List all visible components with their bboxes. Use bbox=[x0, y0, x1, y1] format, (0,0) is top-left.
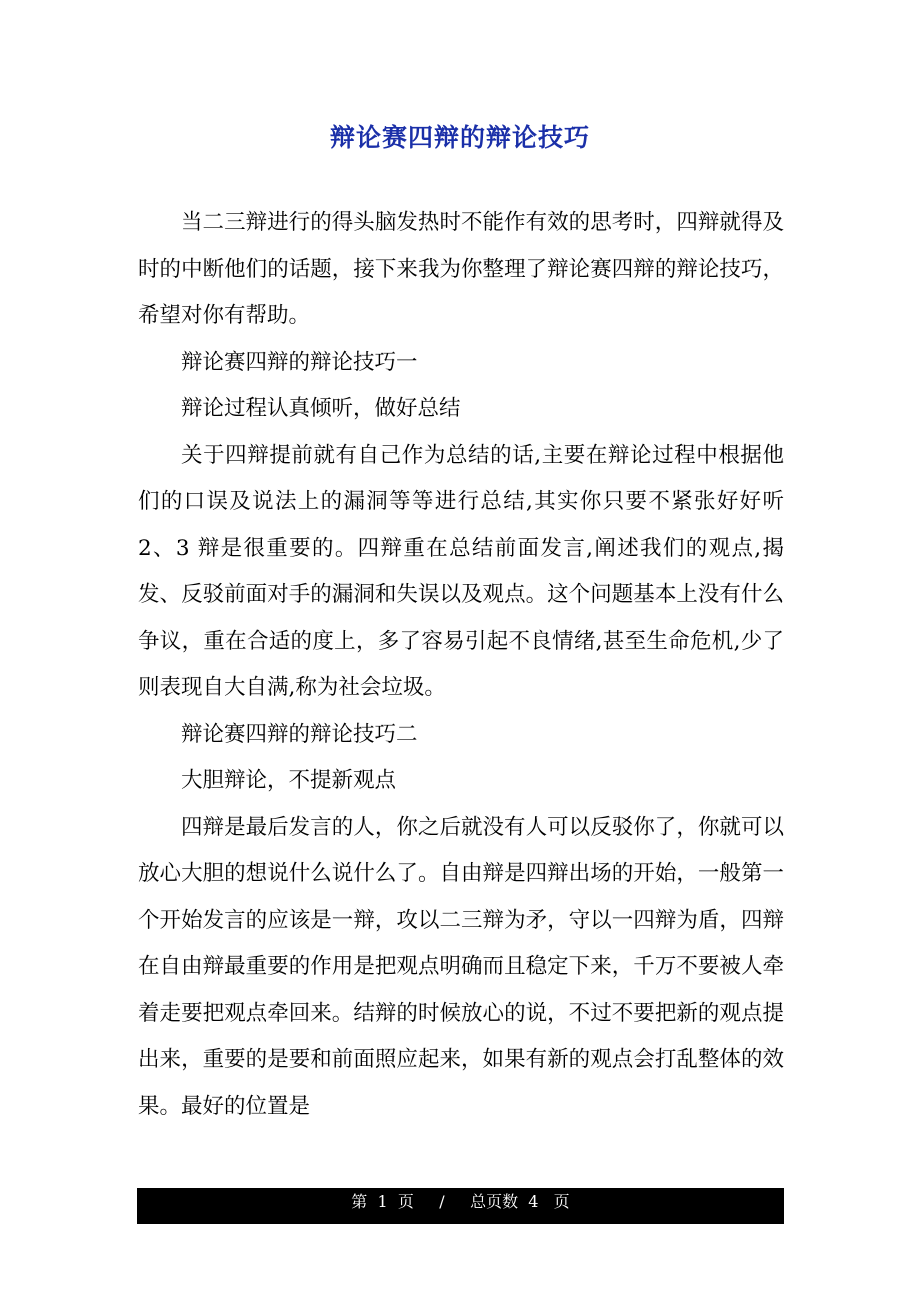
document-title: 辩论赛四辩的辩论技巧 bbox=[329, 123, 590, 152]
document-body bbox=[138, 200, 784, 1130]
section-heading-2: 辩论赛四辩的辩论技巧二 bbox=[181, 721, 418, 747]
page-footer: 第 1 页 / 总页数 4 页 bbox=[137, 1188, 784, 1224]
subheading-1: 辩论过程认真倾听，做好总结 bbox=[181, 396, 461, 421]
subheading-2: 大胆辩论，不提新观点 bbox=[181, 768, 397, 793]
intro-paragraph: 当二三辩进行的得头脑发热时不能作有效的思考时，四辩就得及时的中断他们的话题，接下来我为你整理了辩论赛四辩的辩论技巧，希望对你有帮助。 bbox=[138, 210, 784, 328]
body-paragraph-2: 四辩是最后发言的人，你之后就没有人可以反驳你了，你就可以放心大胆的想说什么说什么了。自由辩是四辩出场的开始，一般第一个开始发言的应该是一辩，攻以二三辩为矛，守以一四辩为盾，四辩在自由辩最重要的作用是把观点明确而且稳定下来，千万不要被人牵着走要把观点牵回来。结辩的时候放心的说，不过不要把新的观点提出来，重要的是要和前面照应起来，如果有新的观点会打乱整体的效果。最好的位置是 bbox=[138, 814, 784, 1119]
body-paragraph-1: 关于四辩提前就有自己作为总结的话,主要在辩论过程中根据他们的口误及说法上的漏洞等等进行总结,其实你只要不紧张好好听 2、3 辩是很重要的。四辩重在总结前面发言,阐述我们的观点,揭发、反驳前面对手的漏洞和失误以及观点。这个问题基本上没有什么争议，重在合适的度上，多了容易引起不良情绪,甚至生命危机,少了则表现自大自满,称为社会垃圾。 bbox=[138, 442, 784, 700]
section-heading-1: 辩论赛四辩的辩论技巧一 bbox=[181, 349, 418, 375]
